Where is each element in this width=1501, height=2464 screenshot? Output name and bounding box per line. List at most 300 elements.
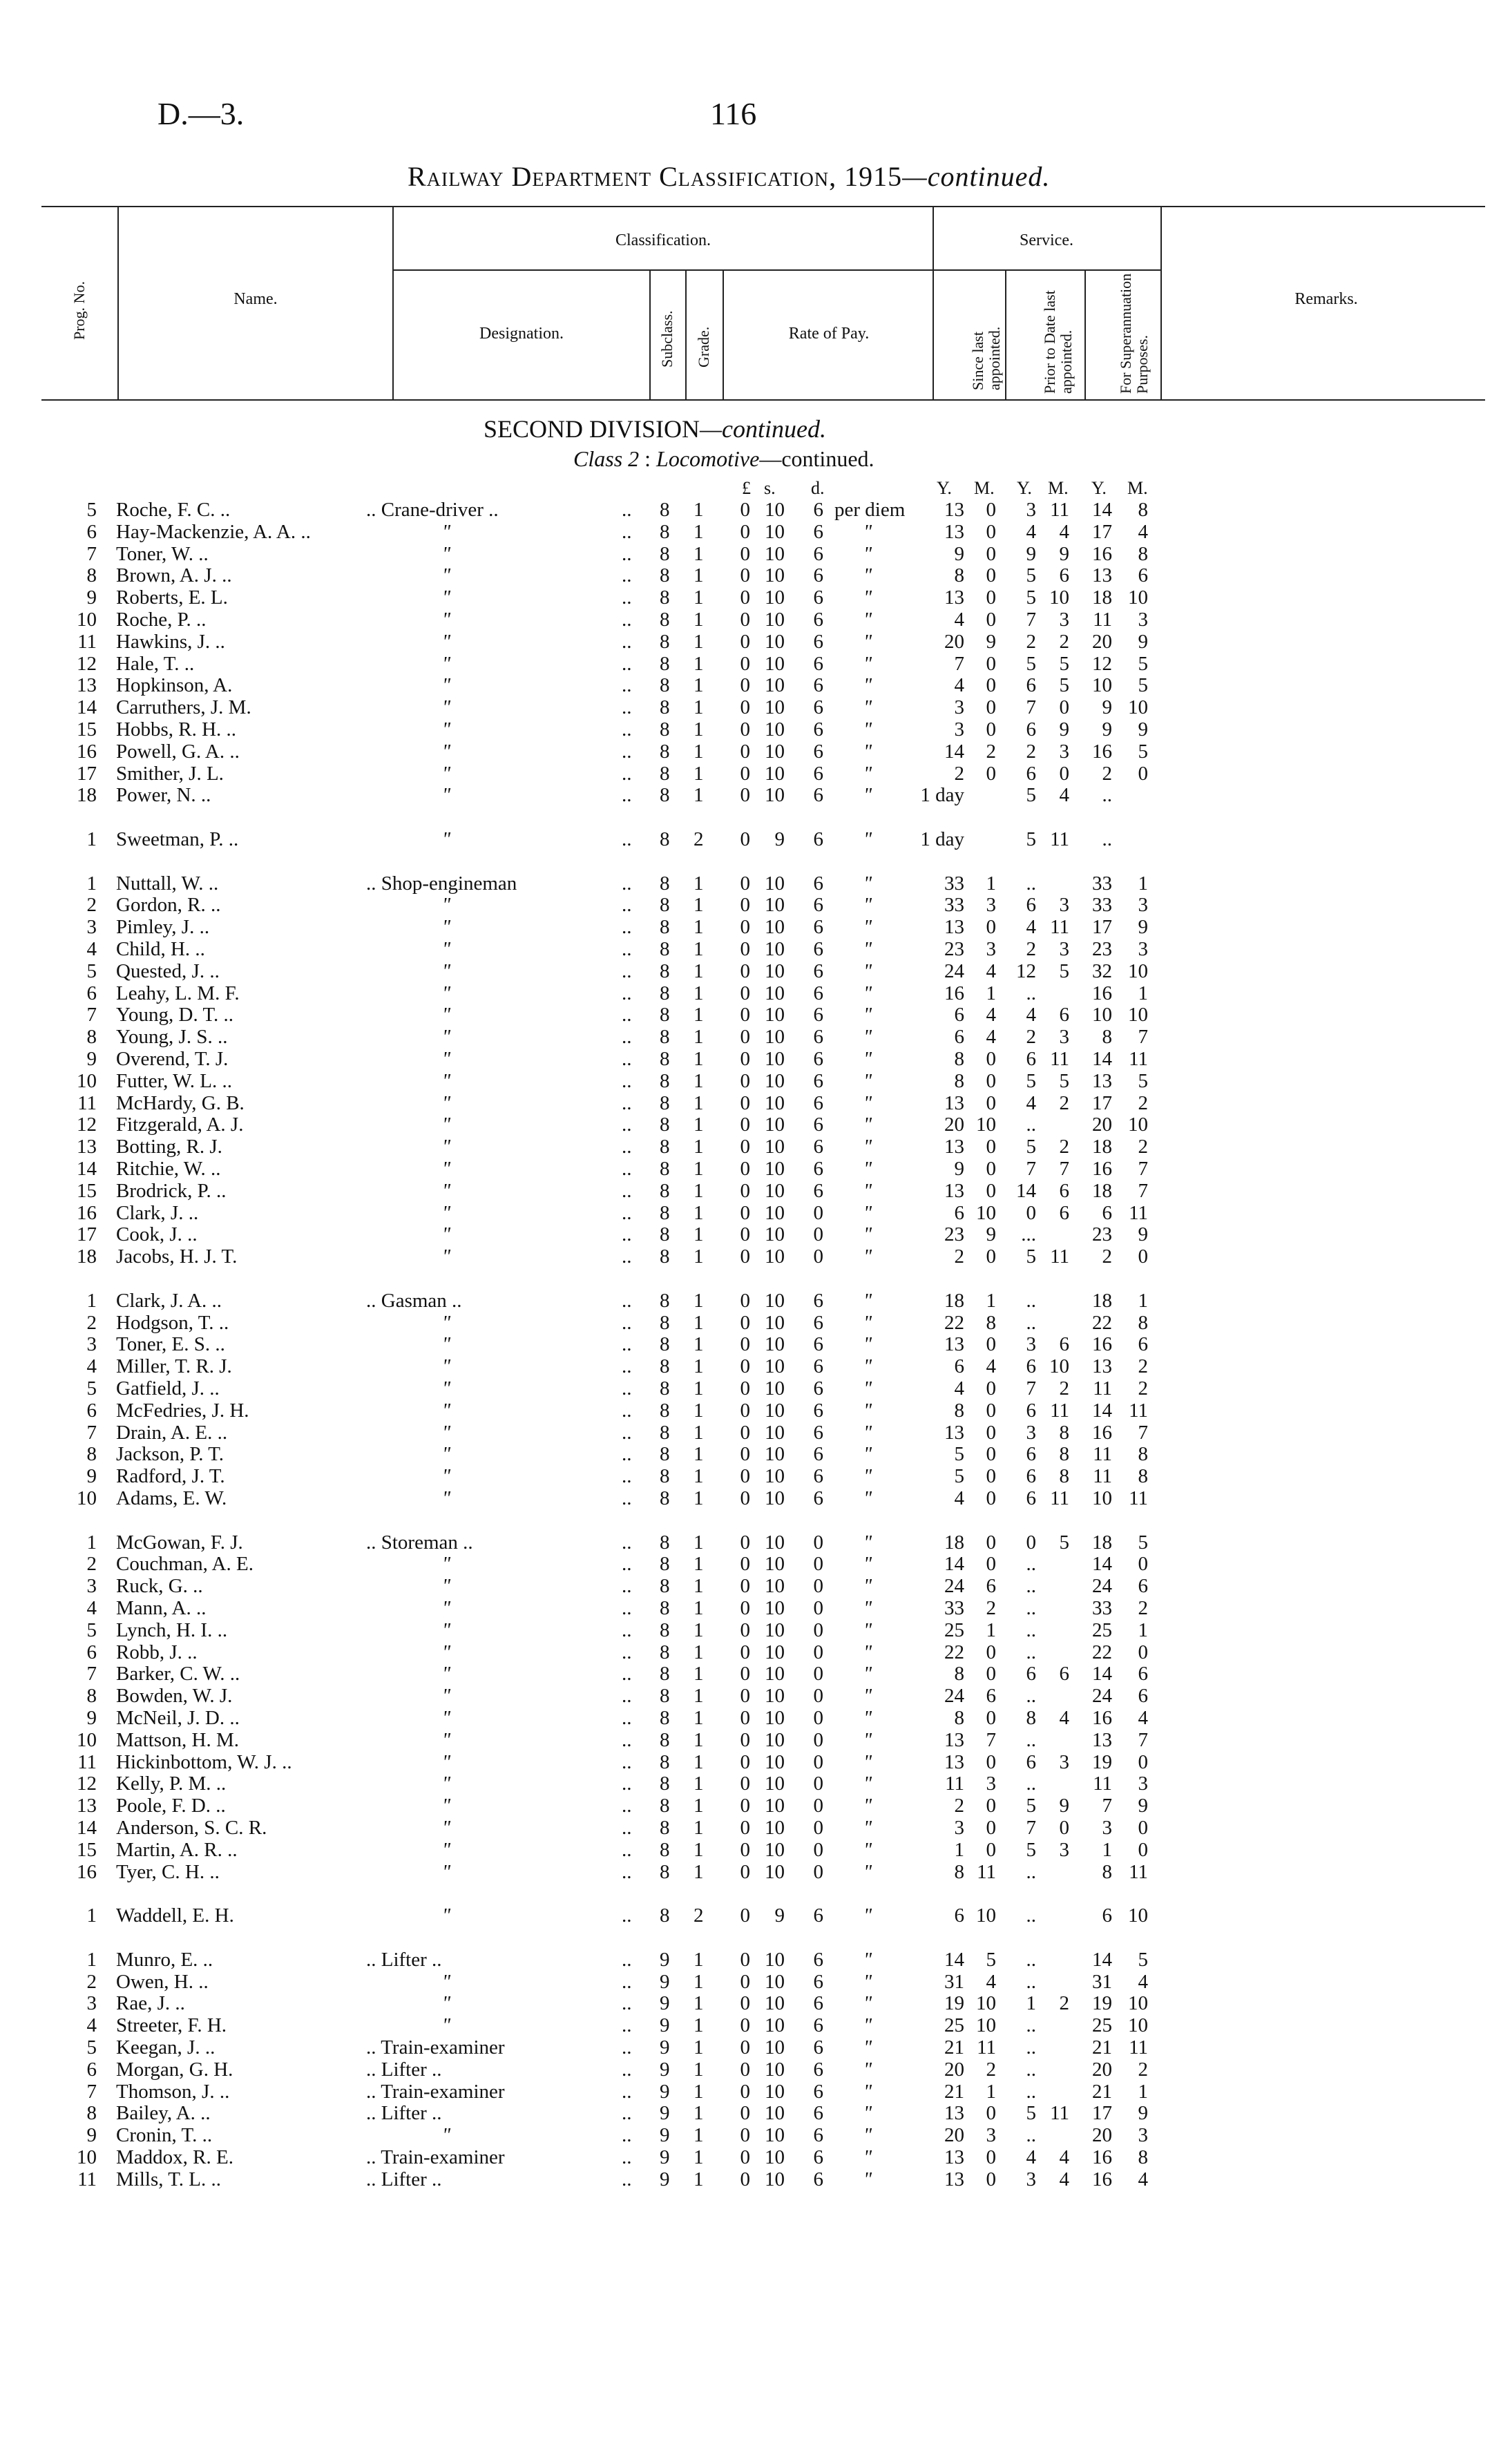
col-divider-classification (933, 206, 934, 399)
employee-name: Tyer, C. H. .. (116, 1860, 220, 1883)
pay-period: " (863, 1289, 872, 1312)
super-months: 5 (1138, 1069, 1148, 1092)
leader-dots: .. (622, 1817, 632, 1839)
pay-period: " (863, 1377, 872, 1400)
prior-months: 6 (1059, 1333, 1069, 1356)
subclass: 8 (660, 1289, 670, 1312)
grade: 1 (694, 1597, 704, 1619)
pay-shillings: 10 (765, 1773, 785, 1795)
pay-period: " (863, 740, 872, 763)
since-years: 24 (944, 1685, 964, 1708)
pay-pounds: 0 (740, 1663, 750, 1685)
designation: .. Train-examiner (366, 2146, 505, 2168)
designation: " (442, 959, 451, 982)
prior-years: 7 (1026, 696, 1036, 719)
pay-pence: 6 (813, 1158, 823, 1180)
since-months: 0 (986, 718, 996, 741)
prog-no: 2 (86, 1311, 97, 1334)
subclass: 8 (660, 586, 670, 609)
pay-pence: 6 (813, 740, 823, 763)
col-divider-grade (723, 269, 724, 399)
since-years: 4 (954, 1377, 964, 1400)
subclass: 9 (660, 1970, 670, 1993)
designation: " (442, 1026, 451, 1049)
since-months: 6 (986, 1685, 996, 1708)
prior-years: 5 (1026, 1795, 1036, 1817)
employee-name: Futter, W. L. .. (116, 1069, 233, 1092)
super-months: 10 (1128, 1114, 1148, 1136)
pay-shillings: 10 (765, 1377, 785, 1400)
employee-name: Adams, E. W. (116, 1487, 227, 1509)
leader-dots: .. (622, 2168, 632, 2190)
pay-pence: 6 (813, 499, 823, 521)
pay-period: " (863, 1728, 872, 1751)
leader-dots: .. (622, 1465, 632, 1488)
pay-pence: 0 (813, 1531, 823, 1554)
prior-months: 5 (1059, 652, 1069, 675)
prior-months: 6 (1059, 1201, 1069, 1224)
super-months: 4 (1138, 2168, 1148, 2190)
pay-pence: 6 (813, 609, 823, 631)
pay-pence: 6 (813, 1179, 823, 1202)
leader-dots: .. (622, 1091, 632, 1114)
subclass: 8 (660, 564, 670, 587)
prior-months: 11 (1050, 1245, 1069, 1268)
prior-years: 6 (1026, 674, 1036, 697)
designation: " (442, 1069, 451, 1092)
super-months: 0 (1138, 1817, 1148, 1839)
pay-pounds: 0 (740, 828, 750, 850)
grade: 2 (694, 1904, 704, 1927)
leader-dots: .. (622, 1597, 632, 1619)
designation: " (442, 916, 451, 939)
prior-years: .. (1026, 1860, 1036, 1883)
super-months: 3 (1138, 2124, 1148, 2147)
pay-pence: 0 (813, 1201, 823, 1224)
prior-years: .. (1026, 1597, 1036, 1619)
subclass: 8 (660, 718, 670, 741)
prior-months: 9 (1059, 1795, 1069, 1817)
since-months: 1 (986, 1618, 996, 1641)
employee-name: Radford, J. T. (116, 1465, 225, 1488)
super-years: 10 (1092, 1004, 1112, 1026)
leader-dots: .. (622, 2102, 632, 2125)
subclass: 8 (660, 1421, 670, 1444)
pay-pence: 6 (813, 1069, 823, 1092)
pay-pounds: 0 (740, 630, 750, 653)
prog-no: 14 (77, 1817, 97, 1839)
since-years: 13 (944, 1750, 964, 1773)
grade: 1 (694, 1795, 704, 1817)
grade: 1 (694, 982, 704, 1004)
since-years: 8 (954, 1860, 964, 1883)
employee-name: Jacobs, H. J. T. (116, 1245, 238, 1268)
grade: 1 (694, 872, 704, 895)
pay-shillings: 10 (765, 2058, 785, 2081)
designation: " (442, 1465, 451, 1488)
super-years: 33 (1092, 894, 1112, 917)
since-months: 0 (986, 542, 996, 565)
employee-name: Overend, T. J. (116, 1048, 229, 1070)
pay-shillings: 10 (765, 1948, 785, 1971)
designation: " (442, 1553, 451, 1576)
since-years: 11 (945, 1773, 964, 1795)
pay-shillings: 10 (765, 542, 785, 565)
employee-name: Clark, J. .. (116, 1201, 199, 1224)
header-rate-of-pay: Rate of Pay. (788, 325, 870, 343)
employee-name: Hodgson, T. .. (116, 1311, 229, 1334)
designation: " (442, 1091, 451, 1114)
col-divider-service (1160, 206, 1162, 399)
since-years: 8 (954, 1048, 964, 1070)
since-years: 18 (944, 1289, 964, 1312)
pay-pounds: 0 (740, 1136, 750, 1158)
prior-years: .. (1026, 1114, 1036, 1136)
since-years: 23 (944, 1223, 964, 1246)
since-months: 1 (986, 1289, 996, 1312)
designation: " (442, 1333, 451, 1356)
pay-shillings: 10 (765, 740, 785, 763)
since-months: 10 (976, 1992, 996, 2015)
leader-dots: .. (622, 982, 632, 1004)
super-months: 10 (1128, 1904, 1148, 1927)
since-years: 1 day (920, 784, 964, 807)
since-years: 8 (954, 1399, 964, 1422)
subclass: 8 (660, 1597, 670, 1619)
employee-name: Bailey, A. .. (116, 2102, 211, 2125)
super-years: 17 (1092, 916, 1112, 939)
grade: 1 (694, 586, 704, 609)
employee-name: Couchman, A. E. (116, 1553, 254, 1576)
pay-shillings: 10 (765, 1970, 785, 1993)
super-years: 18 (1092, 1289, 1112, 1312)
subclass: 8 (660, 1443, 670, 1466)
designation: " (442, 1399, 451, 1422)
leader-dots: .. (622, 1750, 632, 1773)
pay-shillings: 10 (765, 762, 785, 785)
pay-pounds: 0 (740, 1465, 750, 1488)
designation: " (442, 586, 451, 609)
prior-years: 7 (1026, 1377, 1036, 1400)
pay-period: " (863, 586, 872, 609)
prior-years: .. (1026, 1685, 1036, 1708)
pay-shillings: 10 (765, 1289, 785, 1312)
leader-dots: .. (622, 828, 632, 850)
pay-pence: 0 (813, 1795, 823, 1817)
pay-pence: 0 (813, 1663, 823, 1685)
since-months: 10 (976, 1904, 996, 1927)
prog-no: 13 (77, 1795, 97, 1817)
pay-shillings: 10 (765, 586, 785, 609)
prog-no: 9 (86, 1048, 97, 1070)
pay-period: " (863, 2168, 872, 2190)
super-months: 4 (1138, 1970, 1148, 1993)
leader-dots: .. (622, 959, 632, 982)
designation: " (442, 1136, 451, 1158)
prior-years: 5 (1026, 652, 1036, 675)
pay-pounds: 0 (740, 1948, 750, 1971)
since-months: 0 (986, 1750, 996, 1773)
pay-shillings: 10 (765, 894, 785, 917)
pay-period: " (863, 674, 872, 697)
employee-name: Leahy, L. M. F. (116, 982, 240, 1004)
designation: " (442, 1728, 451, 1751)
super-years: 19 (1092, 1992, 1112, 2015)
grade: 1 (694, 1838, 704, 1861)
header-service: Service. (1020, 231, 1073, 249)
since-years: 13 (944, 520, 964, 543)
header-designation: Designation. (479, 325, 564, 343)
prior-years: 5 (1026, 564, 1036, 587)
prior-months: 5 (1059, 674, 1069, 697)
prior-months: 9 (1059, 718, 1069, 741)
designation: " (442, 1838, 451, 1861)
pay-pounds: 0 (740, 1333, 750, 1356)
subclass: 8 (660, 982, 670, 1004)
pay-pounds: 0 (740, 1487, 750, 1509)
pay-shillings: 10 (765, 1531, 785, 1554)
prior-months: 8 (1059, 1443, 1069, 1466)
unit-months-1: M. (974, 478, 995, 498)
employee-name: Drain, A. E. .. (116, 1421, 228, 1444)
pay-pence: 0 (813, 1597, 823, 1619)
pay-period: " (863, 959, 872, 982)
super-years: 20 (1092, 630, 1112, 653)
section-continued: —continued. (700, 415, 826, 443)
leader-dots: .. (622, 718, 632, 741)
pay-pounds: 0 (740, 1707, 750, 1729)
since-years: 33 (944, 1597, 964, 1619)
pay-period: " (863, 1685, 872, 1708)
pay-pence: 6 (813, 916, 823, 939)
pay-pounds: 0 (740, 1817, 750, 1839)
prog-no: 6 (86, 2058, 97, 2081)
super-years: 2 (1102, 762, 1112, 785)
since-months: 0 (986, 1091, 996, 1114)
leader-dots: .. (622, 1377, 632, 1400)
prog-no: 9 (86, 586, 97, 609)
subclass: 8 (660, 630, 670, 653)
pay-shillings: 10 (765, 1114, 785, 1136)
subclass: 9 (660, 2058, 670, 2081)
prior-years: 7 (1026, 1817, 1036, 1839)
since-months: 4 (986, 1970, 996, 1993)
designation: " (442, 564, 451, 587)
designation: " (442, 1245, 451, 1268)
prog-no: 18 (77, 1245, 97, 1268)
grade: 1 (694, 652, 704, 675)
pay-period: " (863, 1618, 872, 1641)
prog-no: 16 (77, 1860, 97, 1883)
employee-name: Powell, G. A. .. (116, 740, 240, 763)
prog-no: 16 (77, 1201, 97, 1224)
pay-pence: 6 (813, 784, 823, 807)
since-months: 3 (986, 894, 996, 917)
since-months: 0 (986, 2102, 996, 2125)
grade: 1 (694, 1575, 704, 1598)
pay-pence: 6 (813, 564, 823, 587)
grade: 1 (694, 696, 704, 719)
super-months: 9 (1138, 916, 1148, 939)
since-years: 8 (954, 1663, 964, 1685)
pay-pounds: 0 (740, 1355, 750, 1378)
super-months: 3 (1138, 1773, 1148, 1795)
pay-pounds: 0 (740, 1970, 750, 1993)
pay-period: " (863, 938, 872, 960)
leader-dots: .. (622, 1707, 632, 1729)
super-months: 11 (1129, 1860, 1148, 1883)
since-years: 25 (944, 2014, 964, 2037)
leader-dots: .. (622, 630, 632, 653)
leader-dots: .. (622, 542, 632, 565)
since-months: 2 (986, 740, 996, 763)
prog-no: 6 (86, 520, 97, 543)
since-years: 13 (944, 499, 964, 521)
designation: .. Train-examiner (366, 2036, 505, 2059)
grade: 1 (694, 2014, 704, 2037)
subclass: 8 (660, 1618, 670, 1641)
since-years: 22 (944, 1641, 964, 1663)
pay-pounds: 0 (740, 696, 750, 719)
pay-pounds: 0 (740, 1531, 750, 1554)
prior-years: 3 (1026, 2168, 1036, 2190)
prog-no: 14 (77, 1158, 97, 1180)
super-months: 11 (1129, 1201, 1148, 1224)
header-bottom-rule (41, 399, 1485, 401)
pay-pounds: 0 (740, 1728, 750, 1751)
since-months: 0 (986, 696, 996, 719)
since-years: 9 (954, 542, 964, 565)
pay-period: " (863, 2080, 872, 2103)
pay-shillings: 10 (765, 674, 785, 697)
prog-no: 17 (77, 1223, 97, 1246)
pay-period: " (863, 542, 872, 565)
since-months: 0 (986, 1069, 996, 1092)
since-months: 1 (986, 2080, 996, 2103)
employee-name: Brown, A. J. .. (116, 564, 232, 587)
since-years: 20 (944, 1114, 964, 1136)
header-top-rule (41, 206, 1485, 207)
pay-pounds: 0 (740, 1618, 750, 1641)
since-years: 6 (954, 1004, 964, 1026)
designation: " (442, 542, 451, 565)
pay-pounds: 0 (740, 1223, 750, 1246)
prog-no: 9 (86, 2124, 97, 2147)
since-years: 13 (944, 1091, 964, 1114)
super-months: 0 (1138, 762, 1148, 785)
employee-name: Gatfield, J. .. (116, 1377, 220, 1400)
prior-years: 5 (1026, 2102, 1036, 2125)
prior-years: .. (1026, 2080, 1036, 2103)
super-months: 6 (1138, 1575, 1148, 1598)
since-months: 0 (986, 1048, 996, 1070)
prior-months: 5 (1059, 959, 1069, 982)
grade: 1 (694, 1465, 704, 1488)
prior-months: 11 (1050, 499, 1069, 521)
pay-shillings: 10 (765, 1487, 785, 1509)
prior-years: 5 (1026, 784, 1036, 807)
super-months: 10 (1128, 586, 1148, 609)
subclass: 8 (660, 652, 670, 675)
designation: " (442, 982, 451, 1004)
pay-pounds: 0 (740, 1838, 750, 1861)
super-years: 9 (1102, 718, 1112, 741)
leader-dots: .. (622, 674, 632, 697)
subclass: 9 (660, 2146, 670, 2168)
pay-pounds: 0 (740, 1553, 750, 1576)
pay-shillings: 10 (765, 520, 785, 543)
grade: 1 (694, 1860, 704, 1883)
employee-name: Miller, T. R. J. (116, 1355, 232, 1378)
employee-name: Gordon, R. .. (116, 894, 221, 917)
since-months: 0 (986, 1795, 996, 1817)
pay-pence: 6 (813, 2168, 823, 2190)
super-months: 6 (1138, 1333, 1148, 1356)
since-years: 24 (944, 1575, 964, 1598)
since-years: 8 (954, 1707, 964, 1729)
subclass: 8 (660, 1553, 670, 1576)
prior-months: 6 (1059, 1663, 1069, 1685)
header-prog-no: Prog. No. (70, 281, 88, 340)
employee-name: Young, D. T. .. (116, 1004, 234, 1026)
subclass: 9 (660, 2102, 670, 2125)
pay-pounds: 0 (740, 1421, 750, 1444)
pay-period: " (863, 1487, 872, 1509)
pay-shillings: 10 (765, 2146, 785, 2168)
super-months: 1 (1138, 1618, 1148, 1641)
since-years: 16 (944, 982, 964, 1004)
since-months: 0 (986, 1399, 996, 1422)
grade: 1 (694, 1311, 704, 1334)
prior-years: .. (1026, 982, 1036, 1004)
prior-years: 6 (1026, 1399, 1036, 1422)
pay-shillings: 10 (765, 1223, 785, 1246)
prior-months: 6 (1059, 1179, 1069, 1202)
grade: 1 (694, 1531, 704, 1554)
subclass: 8 (660, 520, 670, 543)
header-superannuation: For Superannuation Purposes. (1117, 273, 1151, 394)
super-years: 14 (1092, 1948, 1112, 1971)
subclass: 8 (660, 1904, 670, 1927)
pay-pounds: 0 (740, 762, 750, 785)
subclass: 8 (660, 674, 670, 697)
prog-no: 3 (86, 1333, 97, 1356)
grade: 1 (694, 630, 704, 653)
grade: 1 (694, 1728, 704, 1751)
pay-period: " (863, 1860, 872, 1883)
designation: " (442, 1773, 451, 1795)
super-months: 1 (1138, 982, 1148, 1004)
leader-dots: .. (622, 1641, 632, 1663)
employee-name: Lynch, H. I. .. (116, 1618, 228, 1641)
leader-dots: .. (622, 762, 632, 785)
super-years: 17 (1092, 520, 1112, 543)
employee-name: Barker, C. W. .. (116, 1663, 240, 1685)
pay-period: " (863, 2124, 872, 2147)
subclass: 8 (660, 1223, 670, 1246)
prog-no: 6 (86, 982, 97, 1004)
pay-pounds: 0 (740, 1201, 750, 1224)
employee-name: Mattson, H. M. (116, 1728, 240, 1751)
super-months: 5 (1138, 1948, 1148, 1971)
prog-no: 7 (86, 1663, 97, 1685)
designation: " (442, 1817, 451, 1839)
prior-months: 4 (1059, 784, 1069, 807)
grade: 1 (694, 1069, 704, 1092)
pay-period: " (863, 784, 872, 807)
super-months: 7 (1138, 1026, 1148, 1049)
super-years: 10 (1092, 674, 1112, 697)
